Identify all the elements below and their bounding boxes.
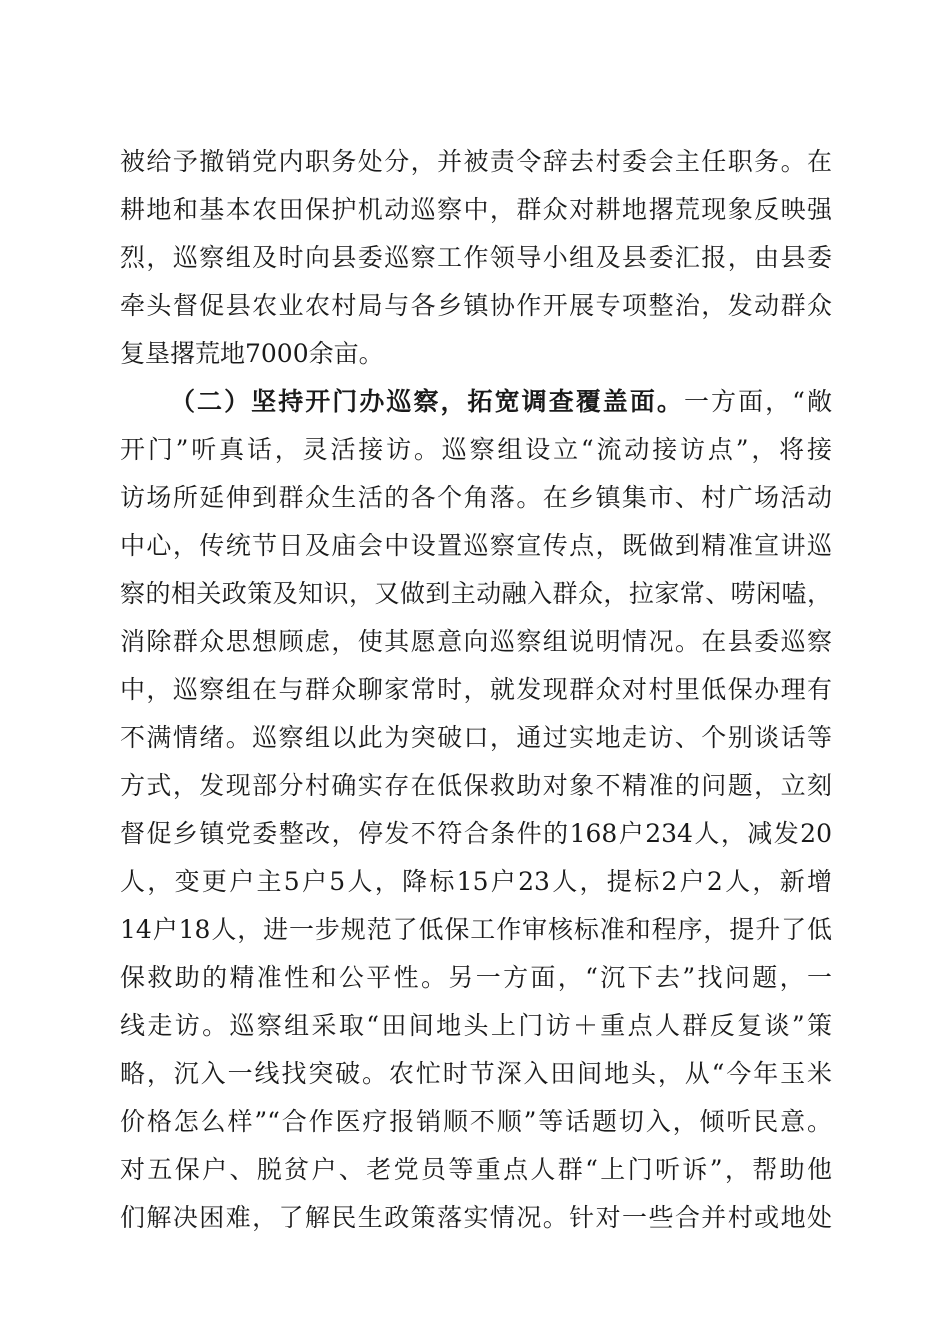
text-line: 察的相关政策及知识，又做到主动融入群众，拉家常、唠闲嗑，: [120, 579, 832, 608]
text-line: 对五保户、脱贫户、老党员等重点人群“上门听诉”，帮助他: [120, 1155, 832, 1184]
document-body: [120, 138, 832, 1242]
paragraph-1: [120, 138, 832, 378]
text-line: 人，变更户主5户5人，降标15户23人，提标2户2人，新增: [120, 867, 832, 896]
text-line: 线走访。巡察组采取“田间地头上门访＋重点人群反复谈”策: [120, 1011, 832, 1040]
section-heading: （二）坚持开门办巡察，拓宽调查覆盖面。: [170, 387, 684, 416]
text-line: 价格怎么样”“合作医疗报销顺不顺”等话题切入，倾听民意。: [120, 1107, 832, 1136]
text-line: 消除群众思想顾虑，使其愿意向巡察组说明情况。在县委巡察: [120, 627, 832, 656]
text-span: 一方面，“敞: [683, 387, 833, 416]
text-line: 被给予撤销党内职务处分，并被责令辞去村委会主任职务。在: [120, 147, 832, 176]
text-line: 14户18人，进一步规范了低保工作审核标准和程序，提升了低: [120, 915, 832, 944]
text-line: 方式，发现部分村确实存在低保救助对象不精准的问题，立刻: [120, 771, 832, 800]
text-line: 保救助的精准性和公平性。另一方面，“沉下去”找问题，一: [120, 963, 832, 992]
paragraph-2-first-line: [120, 378, 832, 426]
text-line: 牵头督促县农业农村局与各乡镇协作开展专项整治，发动群众: [120, 291, 832, 320]
paragraph-2: [120, 378, 832, 1242]
text-line: 开门”听真话，灵活接访。巡察组设立“流动接访点”，将接: [120, 435, 832, 464]
text-line: 烈，巡察组及时向县委巡察工作领导小组及县委汇报，由县委: [120, 243, 832, 272]
text-line: 中心，传统节日及庙会中设置巡察宣传点，既做到精准宣讲巡: [120, 531, 832, 560]
text-line: 略，沉入一线找突破。农忙时节深入田间地头，从“今年玉米: [120, 1059, 832, 1088]
text-line: 中，巡察组在与群众聊家常时，就发现群众对村里低保办理有: [120, 675, 832, 704]
text-line: 耕地和基本农田保护机动巡察中，群众对耕地撂荒现象反映强: [120, 195, 832, 224]
text-line: 访场所延伸到群众生活的各个角落。在乡镇集市、村广场活动: [120, 483, 832, 512]
text-line: 不满情绪。巡察组以此为突破口，通过实地走访、个别谈话等: [120, 723, 832, 752]
text-line: 复垦撂荒地7000余亩。: [120, 339, 384, 368]
text-line: 督促乡镇党委整改，停发不符合条件的168户234人，减发20: [120, 819, 832, 848]
text-line: 们解决困难，了解民生政策落实情况。针对一些合并村或地处: [120, 1203, 832, 1232]
